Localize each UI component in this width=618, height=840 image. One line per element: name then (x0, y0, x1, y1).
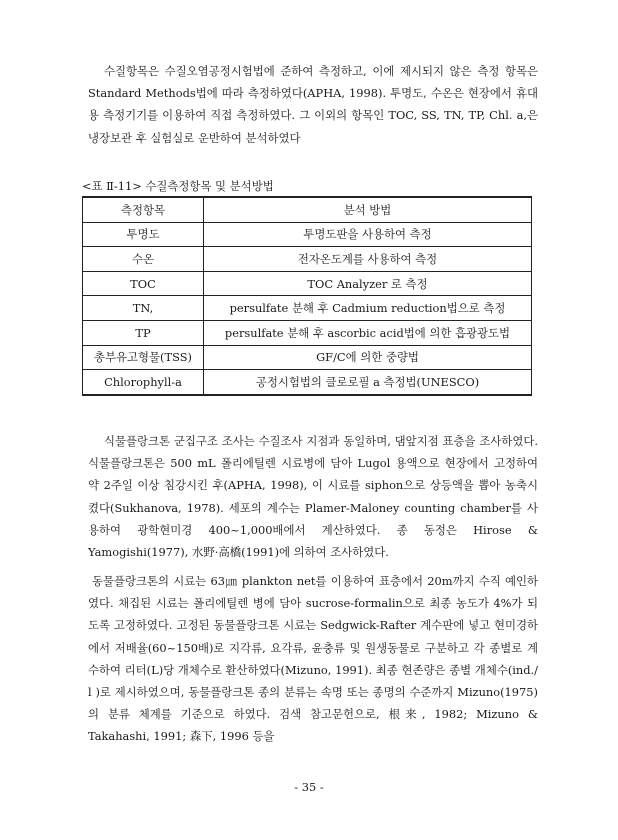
table-cell-method: persulfate 분해 후 ascorbic acid법에 의한 흡광광도법 (204, 320, 532, 345)
table-cell-method: persulfate 분해 후 Cadmium reduction법으로 측정 (204, 296, 532, 321)
table-cell-method: 공정시험법의 클로로필 a 측정법(UNESCO) (204, 370, 532, 395)
header-method: 분석 방법 (204, 197, 532, 222)
table-cell-item: Chlorophyll-a (83, 370, 204, 395)
table-cell-method: TOC Analyzer 로 측정 (204, 271, 532, 296)
table-row (83, 247, 532, 272)
header-item: 측정항목 (83, 197, 204, 222)
intro-paragraph: 수질항목은 수질오염공정시험법에 준하여 측정하고, 이에 제시되지 않은 측정 항목은 Standard Methods법에 따라 측정하였다(APHA, 1998). 투명도, 수온은 현장에서 휴대용 측정기기를 이용하여 직접 측정하였다. 그 이외의 항목인 TOC, SS, TN, TP, Chl. a,은 냉장보관 후 실험실로 운반하여 분석하였다 (88, 64, 538, 145)
table-header-row (83, 197, 532, 222)
table-cell-method: 전자온도계를 사용하여 측정 (204, 247, 532, 272)
table-row (83, 370, 532, 395)
zooplankton-paragraph: 동물플랑크톤의 시료는 63㎛ plankton net를 이용하여 표층에서 20m까지 수직 예인하였다. 채집된 시료는 폴리에틸렌 병에 담아 sucrose-formalin으로 최종 농도가 4%가 되도록 고정하였다. 고정된 동물플랑크톤 시료는 Sedgwick-Rafter 계수판에 넣고 현미경하에서 저배율(60~150배)로 지각류, 요각류, 윤충류 및 원생동물로 구분하고 각 종별로 계수하여 리터(L)당 개체수로 환산하였다(Mizuno, 1991). 최종 현존량은 종별 개체수(ind./ l )로 제시하였으며, 동물플랑크톤 종의 분류는 속명 또는 종명의 수준까지 Mizuno(1975)의 분류 체계를 기준으로 하였다. 검색 참고문헌으로, 根来, 1982; Mizuno & Takahashi, 1991; 森下, 1996 등을 (88, 574, 538, 744)
table-cell-item: TN, (83, 296, 204, 321)
table-cell-item: TP (83, 320, 204, 345)
table-row (83, 345, 532, 370)
table-row (83, 222, 532, 247)
table-cell-item: 수온 (83, 247, 204, 272)
table-cell-method: 투명도판을 사용하여 측정 (204, 222, 532, 247)
table-cell-method: GF/C에 의한 중량법 (204, 345, 532, 370)
table-cell-item: 투명도 (83, 222, 204, 247)
phytoplankton-paragraph: 식물플랑크톤 군집구조 조사는 수질조사 지점과 동일하며, 댐앞지점 표층을 조사하였다. 식물플랑크톤은 500 mL 폴리에틸렌 시료병에 담아 Lugol 용액으로 현장에서 고정하여 약 2주일 이상 침강시킨 후(APHA, 1998), 이 시료를 siphon으로 상등액을 뽑아 농축시켰다(Sukhanova, 1978). 세포의 계수는 Plamer-Maloney counting chamber를 사용하여 광학현미경 400~1,000배에서 계산하였다. 종 동정은 Hirose & Yamogishi(1977), 水野·高橋(1991)에 의하여 조사하였다. (88, 434, 538, 560)
table-cell-item: TOC (83, 271, 204, 296)
table-cell-item: 총부유고형물(TSS) (83, 345, 204, 370)
table-row (83, 320, 532, 345)
table-row (83, 296, 532, 321)
measurement-table (82, 196, 532, 396)
table-caption: <표 Ⅱ-11> 수질측정항목 및 분석방법 (82, 179, 274, 193)
table-row (83, 271, 532, 296)
page-number: - 35 - (294, 780, 324, 794)
